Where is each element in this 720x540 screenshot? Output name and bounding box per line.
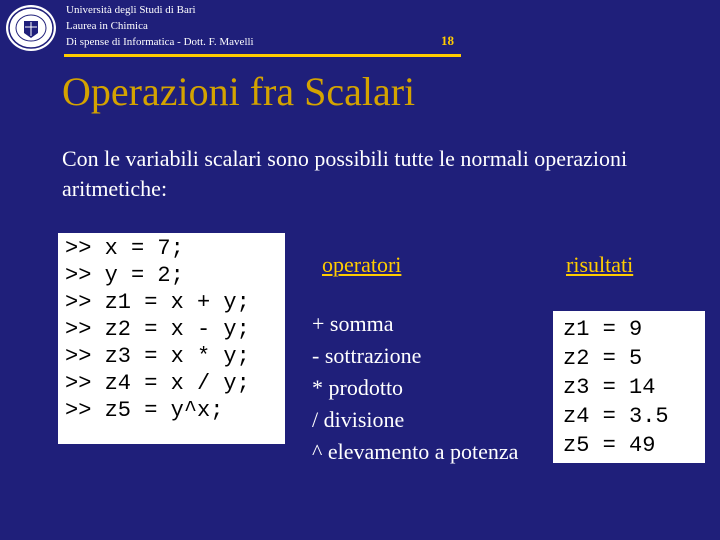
code-box xyxy=(58,233,285,444)
code-line: >> z1 = x + y; xyxy=(65,290,250,315)
page-number: 18 xyxy=(441,33,454,48)
code-line: >> z2 = x - y; xyxy=(65,317,250,342)
course-name: Di spense di Informatica - Dott. F. Mavelli xyxy=(66,36,254,48)
intro-text: Con le variabili scalari sono possibili tutte le normali operazioni aritmetiche: xyxy=(62,146,628,201)
results-heading: risultati xyxy=(566,252,634,277)
operator-item: + somma xyxy=(312,311,394,336)
operators-heading: operatori xyxy=(322,252,402,277)
result-item: z5 = 49 xyxy=(563,433,656,458)
operators-list xyxy=(312,308,518,468)
degree-name: Laurea in Chimica xyxy=(66,20,148,32)
result-item: z1 = 9 xyxy=(563,317,643,342)
result-item: z2 = 5 xyxy=(563,346,643,371)
university-name: Università degli Studi di Bari xyxy=(66,4,196,16)
slide-title: Operazioni fra Scalari xyxy=(62,69,416,114)
code-line: >> z4 = x / y; xyxy=(65,371,250,396)
operator-item: ^ elevamento a potenza xyxy=(312,439,519,464)
operator-item: / divisione xyxy=(312,407,405,432)
code-line: >> z5 = y^x; xyxy=(65,398,224,423)
result-item: z4 = 3.5 xyxy=(563,404,669,429)
university-seal-logo xyxy=(4,3,58,53)
code-line: >> z3 = x * y; xyxy=(65,344,250,369)
results-box xyxy=(553,311,705,463)
slide-header xyxy=(66,2,254,50)
result-item: z3 = 14 xyxy=(563,375,656,400)
header-rule xyxy=(64,54,461,57)
code-line: >> y = 2; xyxy=(65,263,184,288)
operator-item: * prodotto xyxy=(312,375,404,400)
operator-item: - sottrazione xyxy=(312,343,422,368)
code-line: >> x = 7; xyxy=(65,236,184,261)
